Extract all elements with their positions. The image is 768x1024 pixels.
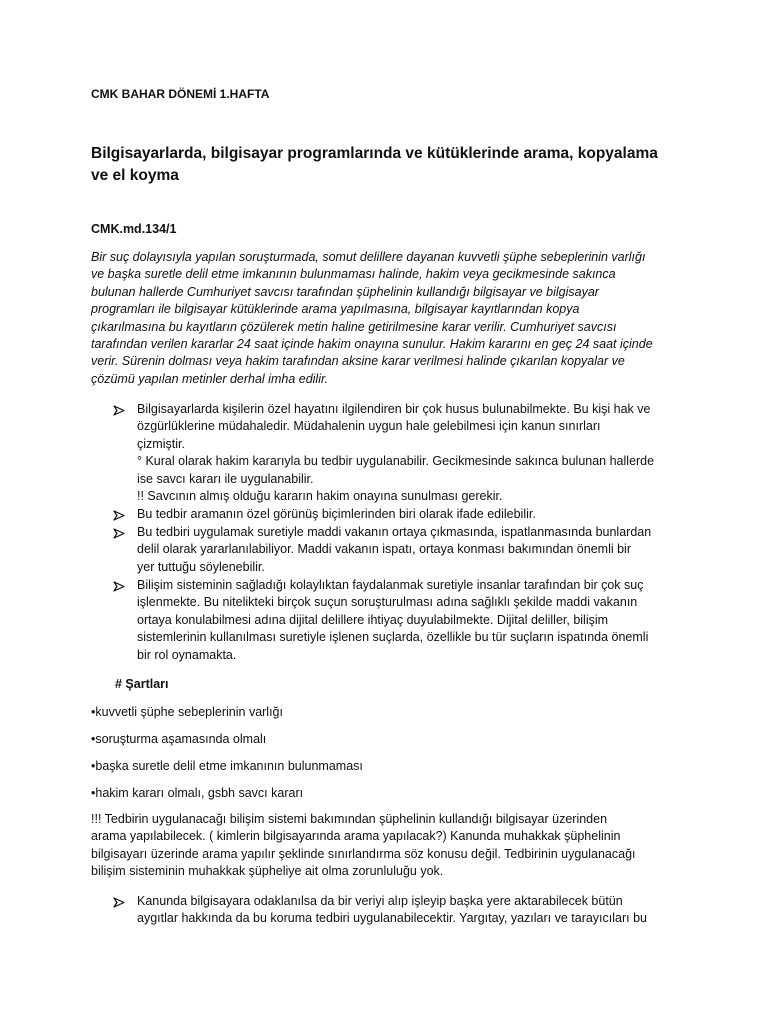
bullet-line: aygıtlar hakkında da bu koruma tedbiri uygulanabilecektir. Yargıtay, yazıları ve tarayıcıları bu <box>137 911 647 926</box>
arrowhead-bullet-icon <box>113 580 125 591</box>
bullet-item <box>91 506 691 523</box>
note-paragraph <box>91 811 691 881</box>
bullet-line: sistemlerinin kullanılması suretiyle işlenen suçlarda, özellikle bu tür suçların ispatında önemli <box>137 630 649 645</box>
condition-item: •hakim kararı olmalı, gsbh savcı kararı <box>91 786 304 800</box>
condition-item: •başka suretle delil etme imkanının bulunmaması <box>91 759 363 773</box>
article-line: çözümü yapılan metinler derhal imha edilir. <box>91 371 329 386</box>
arrowhead-bullet-icon <box>113 896 125 907</box>
bullet-item <box>91 401 691 505</box>
bullet-item <box>91 524 691 576</box>
bullet-line: Bu tedbiri uygulamak suretiyle maddi vakanın ortaya çıkmasında, ispatlanmasında bunlardan <box>137 525 652 539</box>
conditions-heading: # Şartları <box>115 677 169 691</box>
bullet-line: çizmiştir. <box>137 436 185 451</box>
arrowhead-bullet-icon <box>113 404 125 415</box>
bullet-line: Bu tedbir aramanın özel görünüş biçimlerinden biri olarak ifade edilebilir. <box>137 507 536 521</box>
article-line: tarafından verilen kararlar 24 saat içinde hakim onayına sunulur. Hakim kararını en geç 24 saat içinde <box>91 337 653 352</box>
bullet-line: özgürlüklerine müdahaledir. Müdahalenin uygun hale gelebilmesi için kanun sınırları <box>137 419 601 434</box>
condition-item: •kuvvetli şüphe sebeplerinin varlığı <box>91 705 283 719</box>
note-line: bilişim sisteminin muhakkak şüpheliye ait olma zorunluluğu yok. <box>91 864 444 879</box>
document-header: CMK BAHAR DÖNEMİ 1.HAFTA <box>91 87 270 101</box>
bullet-line: Bilişim sisteminin sağladığı kolaylıktan faydalanmak suretiyle insanlar tarafından bir çok suç <box>137 578 644 592</box>
bullet-line: ° Kural olarak hakim kararıyla bu tedbir uygulanabilir. Gecikmesinde sakınca bulunan hallerde <box>137 454 655 469</box>
bullet-line: delil olarak yararlanılabiliyor. Maddi vakanın ispatı, ortaya konması bakımından önemli bir <box>137 542 631 557</box>
bullet-line: yer tuttuğu söylenebilir. <box>137 559 265 574</box>
article-line: Bir suç dolayısıyla yapılan soruşturmada, somut delillere dayanan kuvvetli şüphe sebeplerinin varlığı <box>91 250 646 264</box>
article-reference: CMK.md.134/1 <box>91 222 177 236</box>
bullet-line: işlenmekte. Bu nitelikteki birçok suçun soruşturulması adına sağlıklı şekilde maddi vakanın <box>137 595 638 610</box>
bullet-line: ortaya konulabilmesi adına dijital delillere ihtiyaç duyulabilmekte. Dijital deliller, bilişim <box>137 612 609 627</box>
article-line: ve başka suretle delil etme imkanının bulunmaması halinde, hakim veya gecikmesinde sakınca <box>91 267 616 282</box>
arrowhead-bullet-icon <box>113 509 125 520</box>
bullet-line: bir rol oynamakta. <box>137 647 237 662</box>
note-line: bilgisayarı üzerinde arama yapılır şeklinde sınırlandırma söz konusu değil. Tedbirinin uygulanacağı <box>91 846 636 861</box>
note-line: !!! Tedbirin uygulanacağı bilişim sistemi bakımından şüphelinin kullandığı bilgisayar üzerinden <box>91 812 608 826</box>
title-line: Bilgisayarlarda, bilgisayar programlarında ve kütüklerinde arama, kopyalama <box>91 145 658 162</box>
article-line: verir. Sürenin dolması veya hakim tarafından aksine karar verilmesi halinde çıkarılan kopyalar ve <box>91 354 625 369</box>
bullet-item <box>91 577 691 664</box>
bullet-line: Kanunda bilgisayara odaklanılsa da bir veriyi alıp işleyip başka yere aktarabilecek bütün <box>137 894 623 908</box>
article-line: bulunan hallerde Cumhuriyet savcısı tarafından şüphelinin kullandığı bilgisayar ve bilgisayar <box>91 284 599 299</box>
bullet-line: Bilgisayarlarda kişilerin özel hayatını ilgilendiren bir çok husus bulunabilmekte. Bu kişi hak ve <box>137 402 651 416</box>
document-title <box>91 143 691 187</box>
bullet-item <box>91 893 691 928</box>
title-line: ve el koyma <box>91 167 179 184</box>
bullet-line: !! Savcının almış olduğu kararın hakim onayına sunulması gerekir. <box>137 489 503 504</box>
bullet-line: ise savcı kararı ile uygulanabilir. <box>137 471 314 486</box>
article-line: programları ile bilgisayar kütüklerinde arama yapılmasına, bilgisayar kayıtlarından kopya <box>91 302 580 317</box>
article-line: çıkarılmasına bu kayıtların çözülerek metin haline getirilmesine karar verilir. Cumhuriyet savcısı <box>91 319 617 334</box>
condition-item: •soruşturma aşamasında olmalı <box>91 732 267 746</box>
note-line: arama yapılabilecek. ( kimlerin bilgisayarında arama yapılacak?) Kanunda muhakkak şüphelinin <box>91 829 621 844</box>
article-text <box>91 249 691 388</box>
arrowhead-bullet-icon <box>113 527 125 538</box>
